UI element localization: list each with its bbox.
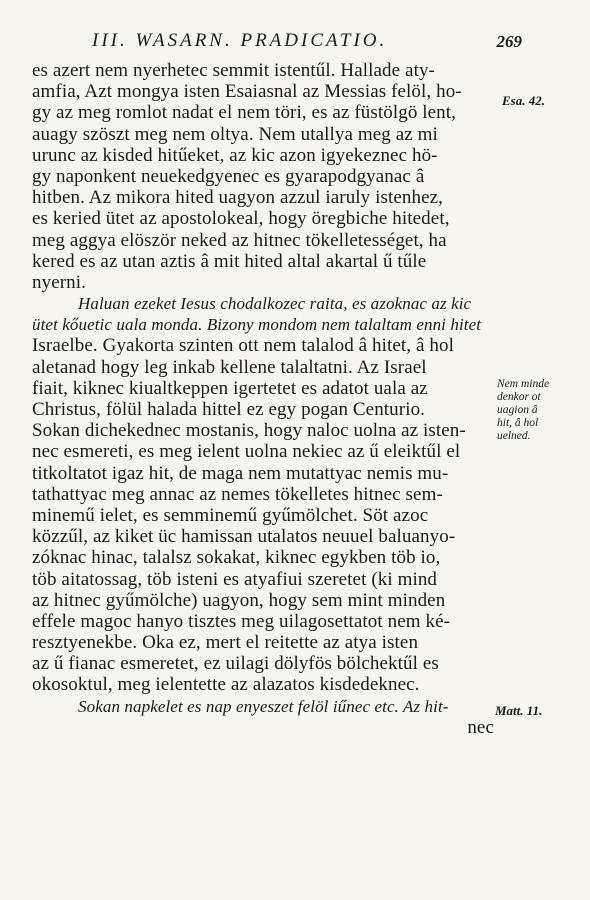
- text-line: fiait, kiknec kiualtkeppen igertetet es adatot uala az: [32, 377, 428, 399]
- text-line: titkoltatot igaz hit, de maga nem mutattyac nemis mu-: [32, 462, 449, 484]
- text-line: nyerni.: [32, 271, 86, 293]
- text-line: amfia, Azt mongya isten Esaiasnal az Messias felöl, ho-: [32, 81, 462, 103]
- text-line: az ű fianac esmeretet, ez uilagi dölyfös bölchektűl es: [32, 653, 439, 675]
- page-header: [92, 30, 522, 54]
- text-line: meg aggya elöször neked az hitnec tökelletességet, ha: [32, 229, 447, 251]
- text-line: az hitnec gyűmölche) uagyon, hogy sem mint minden: [32, 589, 446, 611]
- text-line: es azert nem nyerhetec semmit istentűl. Hallade aty-: [32, 60, 435, 81]
- text-line: Haluan ezeket Iesus chodalkozec raita, es azoknac az kic: [78, 294, 472, 314]
- text-line: nec esmereti, es meg ielent uolna nekiec az ű eleiktűl el: [32, 441, 461, 463]
- text-line: kered es az utan aztis â mit hited altal akartal ű tűle: [32, 250, 427, 272]
- text-line: tathattyac meg annac az nemes tökelletes hitnec sem-: [32, 483, 443, 505]
- text-line: zóknac hinac, talalsz sokakat, kiknec egykben töb io,: [32, 547, 441, 569]
- text-line: gy az meg romlot nadat el nem töri, es az füstölgö lent,: [32, 102, 457, 124]
- marginal-note: Matt. 11.: [495, 703, 543, 718]
- text-line: okosoktul, meg ielentette az alazatos kisdedeknec.: [32, 674, 420, 696]
- text-line: hitben. Az mikora hited uagyon azzul iaruly istenhez,: [32, 187, 444, 209]
- text-line: minemű ielet, es semminemű gyűmölchet. Söt azoc: [32, 504, 429, 526]
- text-line: Israelbe. Gyakorta szinten ott nem talalod â hitet, â hol: [32, 335, 454, 357]
- text-line: auagy szöszt meg nem oltya. Nem utallya meg az mi: [32, 123, 438, 145]
- marginal-note-line: Nem minde: [497, 378, 550, 390]
- body-text: [32, 60, 500, 738]
- text-line: Sokan dichekednec mostanis, hogy naloc uolna az isten-: [32, 420, 466, 442]
- running-title: III. WASARN. PRADICATIO.: [92, 30, 388, 51]
- text-line: gy naponkent neuekedgyenec es gyarapodgyanac â: [32, 165, 425, 187]
- text-line: urunc az kisded hitűeket, az kic azon igyekeznec hö-: [32, 144, 438, 166]
- text-line: aletanad hogy leg inkab kellene talaltatni. Az Israel: [32, 356, 427, 378]
- marginal-note-line: uagion â: [497, 404, 538, 416]
- marginal-note: [497, 378, 549, 443]
- page-number: 269: [496, 32, 522, 51]
- marginal-note-line: uelned.: [497, 430, 531, 442]
- text-line: ütet kőuetic uala monda. Bizony mondom nem talaltam enni hitet: [32, 315, 482, 335]
- marginal-note: Esa. 42.: [502, 93, 545, 108]
- text-line: Christus, fölül halada hittel ez egy pogan Centurio.: [32, 399, 426, 420]
- text-line: közzűl, az kiket üc hamissan utalatos neuuel baluanyo-: [32, 526, 456, 548]
- text-line: nec: [467, 716, 494, 738]
- marginal-note-line: hit, â hol: [497, 417, 539, 429]
- marginal-note-line: denkor ot: [497, 391, 541, 403]
- text-line: töb aitatossag, töb isteni es atyafiui szeretet (ki mind: [32, 568, 438, 590]
- text-line: Sokan napkelet es nap enyeszet felöl iűnec etc. Az hit-: [78, 696, 449, 716]
- text-line: effele magoc hanyo tisztes meg uilagosettatot nem ké-: [32, 610, 451, 632]
- text-line: es keried ütet az apostolokeal, hogy öregbiche hitedet,: [32, 208, 450, 230]
- text-line: resztyenekbe. Oka ez, mert el reitette az atya isten: [32, 632, 419, 654]
